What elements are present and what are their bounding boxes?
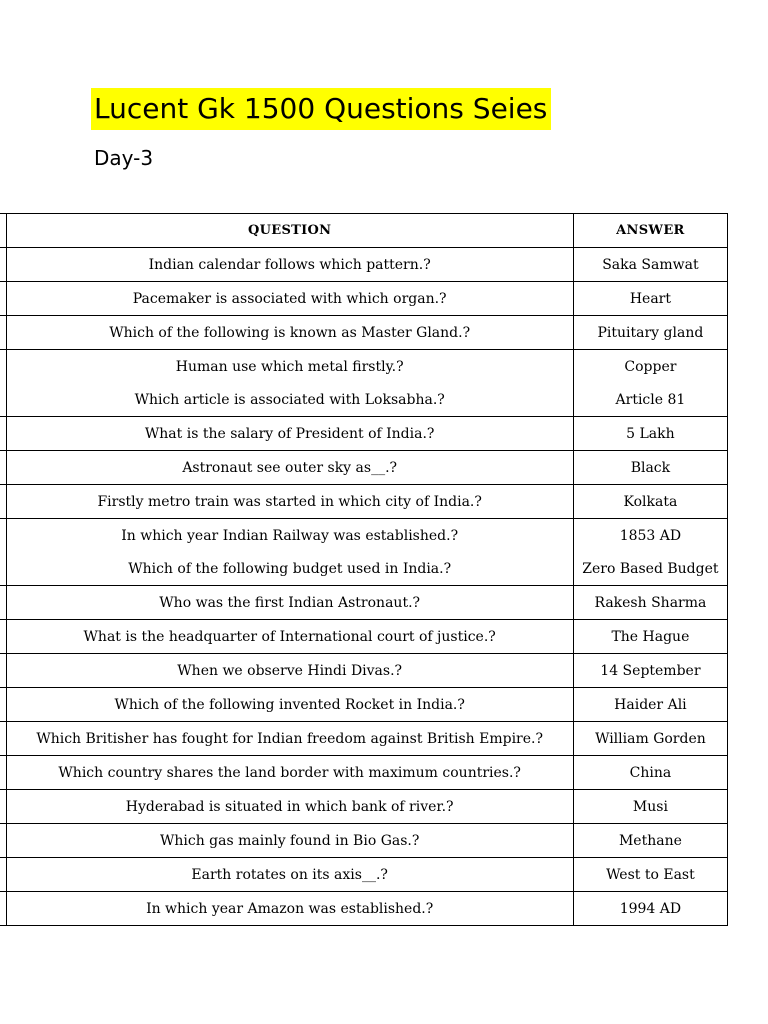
answer-cell: Haider Ali	[573, 688, 727, 722]
table-row	[0, 451, 728, 485]
answer-cell: Black	[573, 451, 727, 485]
question-cell: Which gas mainly found in Bio Gas.?	[6, 824, 573, 858]
answer-cell: Pituitary gland	[573, 316, 727, 350]
answer-cell: Zero Based Budget	[573, 552, 727, 586]
table-row	[0, 688, 728, 722]
day-label: Day-3	[94, 146, 154, 170]
table-row	[0, 586, 728, 620]
answer-cell: Copper	[573, 350, 727, 384]
question-cell: What is the salary of President of India.?	[6, 417, 573, 451]
question-cell: Firstly metro train was started in which city of India.?	[6, 485, 573, 519]
question-cell: In which year Amazon was established.?	[6, 892, 573, 926]
table-row	[0, 858, 728, 892]
table-row	[0, 350, 728, 384]
table-row	[0, 790, 728, 824]
table-row	[0, 282, 728, 316]
question-cell: Pacemaker is associated with which organ.?	[6, 282, 573, 316]
question-cell: Which of the following is known as Master Gland.?	[6, 316, 573, 350]
question-cell: Which country shares the land border with maximum countries.?	[6, 756, 573, 790]
table-row	[0, 417, 728, 451]
question-cell: When we observe Hindi Divas.?	[6, 654, 573, 688]
question-cell: In which year Indian Railway was established.?	[6, 519, 573, 553]
table-row	[0, 552, 728, 586]
table-header-row	[0, 214, 728, 248]
header-question: QUESTION	[6, 214, 573, 248]
question-cell: Earth rotates on its axis__.?	[6, 858, 573, 892]
table-row	[0, 485, 728, 519]
question-cell: Indian calendar follows which pattern.?	[6, 248, 573, 282]
question-cell: Which Britisher has fought for Indian freedom against British Empire.?	[6, 722, 573, 756]
answer-cell: Saka Samwat	[573, 248, 727, 282]
table-row	[0, 654, 728, 688]
table-row	[0, 519, 728, 553]
table-row	[0, 620, 728, 654]
question-cell: What is the headquarter of International court of justice.?	[6, 620, 573, 654]
answer-cell: China	[573, 756, 727, 790]
table-row	[0, 824, 728, 858]
table-row	[0, 722, 728, 756]
answer-cell: The Hague	[573, 620, 727, 654]
answer-cell: Kolkata	[573, 485, 727, 519]
answer-cell: West to East	[573, 858, 727, 892]
answer-cell: Heart	[573, 282, 727, 316]
question-cell: Human use which metal firstly.?	[6, 350, 573, 384]
answer-cell: Methane	[573, 824, 727, 858]
table-row	[0, 316, 728, 350]
answer-cell: 1853 AD	[573, 519, 727, 553]
answer-cell: Musi	[573, 790, 727, 824]
table-row	[0, 248, 728, 282]
question-cell: Which of the following invented Rocket in India.?	[6, 688, 573, 722]
answer-cell: 1994 AD	[573, 892, 727, 926]
answer-cell: 14 September	[573, 654, 727, 688]
answer-cell: 5 Lakh	[573, 417, 727, 451]
document-title: Lucent Gk 1500 Questions Seies	[91, 88, 551, 130]
header-answer: ANSWER	[573, 214, 727, 248]
table-row	[0, 383, 728, 417]
questions-table	[0, 213, 728, 926]
question-cell: Hyderabad is situated in which bank of river.?	[6, 790, 573, 824]
answer-cell: William Gorden	[573, 722, 727, 756]
table-row	[0, 756, 728, 790]
table-row	[0, 892, 728, 926]
question-cell: Which of the following budget used in India.?	[6, 552, 573, 586]
question-cell: Astronaut see outer sky as__.?	[6, 451, 573, 485]
answer-cell: Rakesh Sharma	[573, 586, 727, 620]
question-cell: Who was the first Indian Astronaut.?	[6, 586, 573, 620]
answer-cell: Article 81	[573, 383, 727, 417]
question-cell: Which article is associated with Loksabha.?	[6, 383, 573, 417]
